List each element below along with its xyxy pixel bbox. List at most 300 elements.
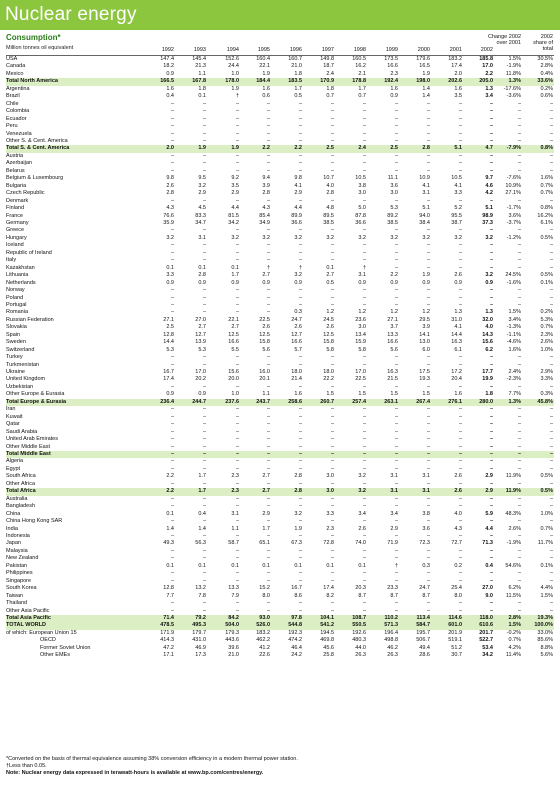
table-cell: –: [298, 167, 302, 174]
table-cell: –: [330, 123, 334, 130]
table-row: [6, 630, 554, 637]
table-cell: 95.5: [451, 212, 462, 219]
table-cell: –: [517, 167, 521, 174]
table-cell: 9.5: [198, 175, 206, 182]
table-cell: –: [266, 443, 270, 450]
table-cell: 1.2: [358, 309, 366, 316]
table-cell: 30.7: [451, 652, 462, 659]
table-cell: 4.7: [485, 145, 493, 152]
table-cell: –: [266, 406, 270, 413]
table-cell: –: [426, 108, 430, 115]
table-cell: 15.9: [355, 339, 366, 346]
table-cell: –: [202, 152, 206, 159]
table-cell: 462.2: [256, 637, 270, 644]
table-cell: –: [549, 160, 553, 167]
table-cell: 3.1: [422, 473, 430, 480]
table-cell: –: [549, 443, 553, 450]
unit-label: Million tonnes oil equivalent: [6, 45, 74, 51]
table-cell: 2.9: [390, 525, 398, 532]
table-cell: –: [362, 287, 366, 294]
table-cell: 1.0: [231, 391, 239, 398]
table-cell: 5.3: [166, 346, 174, 353]
table-cell: –: [426, 495, 430, 502]
table-cell: 3.2: [454, 234, 462, 241]
table-row: [6, 309, 554, 316]
table-cell: –: [266, 227, 270, 234]
table-cell: 2.3: [231, 488, 239, 495]
table-cell: –: [458, 227, 462, 234]
table-cell: 0.9: [198, 279, 206, 286]
table-cell: –: [458, 152, 462, 159]
table-cell: 4.1: [454, 324, 462, 331]
table-cell: 3.0: [326, 473, 334, 480]
table-cell: –: [458, 108, 462, 115]
table-cell: –: [170, 406, 174, 413]
table-row: [6, 458, 554, 465]
table-cell: –: [549, 547, 553, 554]
row-label: China: [6, 510, 21, 517]
table-row: [6, 183, 554, 190]
row-label: Total S. & Cent. America: [6, 145, 70, 152]
table-cell: –: [170, 533, 174, 539]
table-cell: 8.7: [358, 592, 366, 599]
table-cell: –: [394, 607, 398, 614]
table-cell: 431.0: [192, 637, 206, 644]
table-cell: 2.8%: [508, 614, 521, 621]
table-cell: 2.2: [166, 473, 174, 480]
table-cell: 13.0: [419, 339, 430, 346]
row-label: Bulgaria: [6, 182, 27, 189]
table-cell: –: [298, 287, 302, 294]
table-cell: –: [517, 495, 521, 502]
table-cell: –: [298, 533, 302, 539]
table-cell: –: [489, 533, 493, 539]
table-cell: 0.1: [198, 264, 206, 271]
table-cell: 44.0: [355, 644, 366, 651]
table-cell: –: [330, 555, 334, 562]
table-cell: 94.0: [419, 212, 430, 219]
table-cell: 93.0: [259, 614, 270, 621]
table-cell: –: [298, 152, 302, 159]
table-cell: 0.3: [422, 562, 430, 569]
table-cell: –: [235, 600, 239, 607]
table-cell: –: [549, 421, 553, 428]
table-cell: 2.7: [198, 324, 206, 331]
table-cell: –: [458, 458, 462, 465]
table-cell: 4.0: [326, 182, 334, 189]
table-cell: –: [517, 354, 521, 361]
row-label: Other EMEs: [40, 652, 70, 659]
table-cell: –: [266, 600, 270, 607]
table-cell: –: [266, 294, 270, 301]
table-cell: 19.3%: [537, 614, 553, 621]
table-cell: –: [362, 257, 366, 264]
table-cell: 14.1: [419, 331, 430, 338]
table-cell: –: [330, 152, 334, 159]
table-cell: 3.6: [390, 182, 398, 189]
table-cell: 65.1: [259, 540, 270, 547]
table-cell: 113.4: [416, 614, 430, 621]
table-cell: –: [298, 160, 302, 167]
table-cell: –: [426, 100, 430, 107]
row-label: Malaysia: [6, 547, 28, 554]
table-cell: –: [517, 428, 521, 435]
table-cell: –: [170, 495, 174, 502]
table-cell: –: [489, 465, 493, 472]
table-cell: 2.5: [166, 324, 174, 331]
table-cell: 5.6: [262, 346, 270, 353]
row-label: Canada: [6, 63, 26, 70]
table-cell: 1.2: [326, 309, 334, 316]
table-cell: –: [298, 100, 302, 107]
table-cell: –: [489, 242, 493, 249]
table-cell: 7.7: [166, 592, 174, 599]
table-cell: -7.9%: [506, 145, 521, 152]
table-cell: 48.3%: [505, 510, 521, 517]
table-cell: –: [330, 227, 334, 234]
row-label: Singapore: [6, 577, 32, 584]
table-cell: 0.9: [422, 279, 430, 286]
table-cell: –: [489, 264, 493, 271]
year-header: 1993: [193, 47, 206, 53]
table-row: [6, 473, 554, 480]
table-cell: –: [489, 257, 493, 264]
table-cell: –: [394, 406, 398, 413]
table-row: [6, 227, 554, 234]
table-cell: 17.4: [323, 585, 334, 592]
table-cell: 12.8: [163, 585, 174, 592]
table-cell: –: [549, 577, 553, 584]
table-cell: 0.1: [198, 93, 206, 100]
page-title: Nuclear energy: [5, 4, 137, 25]
table-cell: 29.5: [419, 316, 430, 323]
table-cell: –: [202, 167, 206, 174]
table-cell: †: [298, 264, 302, 271]
table-cell: 11.5%: [505, 592, 521, 599]
table-cell: –: [426, 607, 430, 614]
table-cell: 1.7: [231, 272, 239, 279]
table-cell: -1.7%: [506, 205, 521, 212]
table-cell: –: [235, 495, 239, 502]
table-cell: –: [517, 227, 521, 234]
table-cell: 3.6: [422, 525, 430, 532]
row-label: Netherlands: [6, 279, 36, 286]
total-row: [6, 488, 554, 495]
table-cell: 11.4%: [505, 652, 521, 659]
row-label: Turkey: [6, 354, 23, 361]
table-cell: –: [298, 600, 302, 607]
table-cell: –: [394, 421, 398, 428]
table-cell: 3.0: [326, 488, 334, 495]
table-cell: 145.4: [192, 56, 206, 62]
table-row: [6, 63, 554, 70]
table-cell: 21.0: [228, 652, 239, 659]
table-cell: 184.4: [256, 78, 270, 85]
table-cell: –: [426, 383, 430, 390]
table-cell: 179.3: [225, 629, 239, 636]
table-cell: 4.1: [422, 182, 430, 189]
table-cell: 1.3: [485, 85, 493, 92]
table-cell: –: [458, 287, 462, 294]
table-cell: 0.1: [166, 562, 174, 569]
table-cell: 1.5: [422, 391, 430, 398]
table-cell: 2.6: [454, 488, 462, 495]
table-cell: –: [549, 167, 553, 174]
table-cell: 18.0: [323, 369, 334, 376]
table-cell: –: [298, 495, 302, 502]
table-cell: –: [235, 294, 239, 301]
table-cell: –: [266, 301, 270, 308]
table-cell: –: [170, 301, 174, 308]
table-cell: 17.5: [419, 369, 430, 376]
table-cell: –: [458, 383, 462, 390]
table-row: [6, 637, 554, 644]
table-cell: 5.6%: [540, 652, 553, 659]
table-cell: –: [517, 197, 521, 204]
table-cell: –: [202, 115, 206, 122]
table-cell: 2.6: [454, 272, 462, 279]
year-header: 1998: [353, 47, 366, 53]
table-cell: –: [426, 458, 430, 465]
table-cell: 108.7: [352, 614, 366, 621]
table-cell: –: [235, 577, 239, 584]
table-row: [6, 56, 554, 63]
table-row: [6, 108, 554, 115]
table-cell: 0.3%: [540, 391, 553, 398]
table-cell: 0.6: [262, 93, 270, 100]
table-cell: –: [517, 294, 521, 301]
table-cell: –: [362, 570, 366, 577]
table-cell: 56.3: [195, 540, 206, 547]
table-cell: –: [517, 137, 521, 144]
table-cell: 5.7: [294, 346, 302, 353]
table-cell: –: [426, 451, 430, 458]
row-label: Azerbaijan: [6, 160, 32, 167]
table-cell: –: [458, 443, 462, 450]
table-row: [6, 570, 554, 577]
table-cell: –: [458, 547, 462, 554]
table-cell: 1.1: [262, 391, 270, 398]
year-header: 1995: [257, 47, 270, 53]
table-row: [6, 317, 554, 324]
table-cell: –: [235, 354, 239, 361]
table-cell: –: [549, 413, 553, 420]
table-cell: 257.4: [352, 398, 366, 405]
table-row: [6, 332, 554, 339]
table-cell: –: [489, 108, 493, 115]
table-cell: 110.2: [384, 614, 398, 621]
table-cell: –: [458, 301, 462, 308]
table-cell: 72.8: [323, 540, 334, 547]
table-cell: –: [266, 197, 270, 204]
table-cell: †: [266, 264, 270, 271]
table-cell: –: [426, 436, 430, 443]
table-cell: 36.6: [355, 219, 366, 226]
table-cell: 1.5%: [540, 592, 553, 599]
table-cell: 1.7: [294, 85, 302, 92]
table-cell: 5.6: [390, 346, 398, 353]
table-cell: 8.7: [422, 592, 430, 599]
table-cell: –: [330, 100, 334, 107]
table-cell: –: [426, 518, 430, 525]
table-cell: –: [330, 436, 334, 443]
table-row: [6, 257, 554, 264]
table-cell: –: [266, 160, 270, 167]
table-cell: –: [202, 533, 206, 539]
table-row: [6, 511, 554, 518]
table-cell: 1.0%: [540, 346, 553, 353]
table-cell: –: [517, 264, 521, 271]
table-cell: –: [298, 436, 302, 443]
table-cell: –: [517, 160, 521, 167]
table-cell: 3.2: [358, 488, 366, 495]
table-cell: 0.9: [166, 391, 174, 398]
table-row: [6, 526, 554, 533]
table-cell: 1.7: [262, 525, 270, 532]
table-cell: 51.2: [451, 644, 462, 651]
table-cell: 54.6%: [505, 562, 521, 569]
table-cell: 3.4: [358, 510, 366, 517]
table-cell: –: [426, 413, 430, 420]
table-cell: 24.2: [291, 652, 302, 659]
table-cell: 3.4: [485, 93, 493, 100]
table-cell: –: [517, 451, 521, 458]
table-row: [6, 138, 554, 145]
table-cell: –: [235, 130, 239, 137]
table-cell: –: [489, 383, 493, 390]
table-cell: –: [330, 600, 334, 607]
table-cell: –: [266, 421, 270, 428]
table-cell: –: [489, 123, 493, 130]
table-cell: 39.6: [228, 644, 239, 651]
table-cell: –: [330, 465, 334, 472]
table-cell: 149.8: [320, 56, 334, 62]
table-cell: 4.2: [485, 190, 493, 197]
table-cell: –: [426, 428, 430, 435]
table-cell: 4.8: [326, 205, 334, 212]
table-cell: 1.6: [294, 391, 302, 398]
table-cell: –: [458, 160, 462, 167]
table-cell: –: [170, 354, 174, 361]
table-cell: –: [394, 555, 398, 562]
table-cell: –: [202, 100, 206, 107]
table-cell: –: [330, 160, 334, 167]
table-cell: 85.4: [259, 212, 270, 219]
table-cell: 4.4: [231, 205, 239, 212]
table-cell: 3.7: [390, 324, 398, 331]
table-cell: 185.8: [479, 56, 493, 62]
table-cell: –: [549, 503, 553, 510]
table-cell: –: [298, 547, 302, 554]
table-cell: 15.6: [482, 339, 493, 346]
table-cell: –: [489, 115, 493, 122]
table-cell: –: [489, 130, 493, 137]
table-cell: 2.8: [294, 488, 302, 495]
table-cell: 2.3: [231, 473, 239, 480]
table-cell: 1.7: [358, 85, 366, 92]
table-cell: –: [330, 413, 334, 420]
table-cell: –: [362, 130, 366, 137]
table-cell: 0.9: [166, 279, 174, 286]
table-cell: 0.1: [166, 264, 174, 271]
table-cell: –: [235, 257, 239, 264]
table-cell: 13.4: [355, 331, 366, 338]
table-cell: 38.7: [451, 219, 462, 226]
table-cell: –: [458, 436, 462, 443]
table-cell: 0.8%: [540, 205, 553, 212]
table-cell: 5.1: [454, 145, 462, 152]
table-cell: –: [458, 294, 462, 301]
table-cell: 0.1: [231, 562, 239, 569]
row-label: Belgium & Luxembourg: [6, 175, 64, 182]
table-cell: 2.9%: [540, 369, 553, 376]
table-cell: –: [458, 167, 462, 174]
table-cell: 23.6: [355, 316, 366, 323]
table-cell: 2.6: [326, 324, 334, 331]
row-label: USA: [6, 56, 18, 62]
table-cell: –: [426, 301, 430, 308]
table-cell: 3.2: [231, 234, 239, 241]
table-cell: 6.0: [422, 346, 430, 353]
table-row: [6, 93, 554, 100]
table-cell: 83.3: [195, 212, 206, 219]
table-cell: –: [426, 152, 430, 159]
table-cell: –: [489, 287, 493, 294]
table-cell: 33.6%: [537, 78, 553, 85]
table-cell: 171.9: [160, 629, 174, 636]
table-cell: –: [266, 458, 270, 465]
table-cell: –: [202, 443, 206, 450]
table-cell: –: [235, 160, 239, 167]
table-cell: 4.3: [454, 525, 462, 532]
table-cell: –: [170, 309, 174, 316]
table-row: [6, 585, 554, 592]
table-cell: 1.4: [166, 525, 174, 532]
table-cell: –: [394, 100, 398, 107]
row-label: France: [6, 212, 24, 219]
table-cell: –: [426, 361, 430, 368]
table-cell: –: [489, 458, 493, 465]
table-cell: 85.6%: [537, 637, 553, 644]
table-cell: –: [330, 137, 334, 144]
table-cell: –: [266, 383, 270, 390]
table-cell: 18.0: [291, 369, 302, 376]
row-label: Germany: [6, 219, 29, 226]
table-cell: 13.3: [228, 585, 239, 592]
table-row: [6, 354, 554, 361]
table-cell: 205.0: [479, 78, 493, 85]
table-cell: –: [549, 130, 553, 137]
table-cell: –: [202, 495, 206, 502]
row-label: Ecuador: [6, 115, 27, 122]
table-cell: –: [235, 309, 239, 316]
table-cell: –: [202, 503, 206, 510]
table-cell: –: [517, 242, 521, 249]
table-row: [6, 160, 554, 167]
table-cell: 5.8: [326, 346, 334, 353]
table-cell: 504.0: [225, 622, 239, 629]
table-cell: 2.3: [390, 70, 398, 77]
table-cell: 5.1: [485, 205, 493, 212]
table-cell: –: [458, 421, 462, 428]
table-cell: 16.6: [291, 339, 302, 346]
table-cell: –: [266, 503, 270, 510]
table-row: [6, 242, 554, 249]
table-cell: 147.4: [160, 56, 174, 62]
table-cell: –: [517, 533, 521, 539]
table-cell: –: [298, 406, 302, 413]
table-cell: 17.1: [163, 652, 174, 659]
